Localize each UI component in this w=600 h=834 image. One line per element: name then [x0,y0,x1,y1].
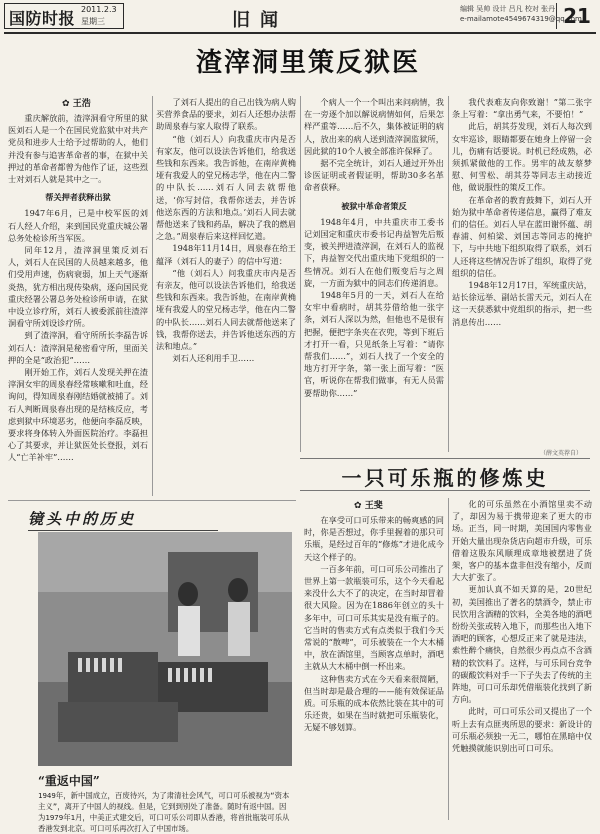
section-title: 旧闻 [232,10,288,31]
article1-credit: （薛文英荐自） [540,450,583,457]
article2-paragraph: 此时，可口可乐公司又提出了一个听上去有点匪夷所思的要求：新设计的可乐瓶必须独一无二，哪怕在黑暗中仅凭触摸就能识别出可口可乐。 [452,706,592,754]
article1-column-2 [156,96,296,496]
article2-column-1 [304,514,444,820]
article1-paragraph: 在革命者的教育鼓舞下，刘石人开始为狱中革命者传递信息，赢得了难友们的信任。刘石人早在蓝田谢怀蕴、胡春浦、何柏梁、刘国志等同志的掩护下，与中共地下组织取得了联系，刘石人还将这些情况告诉了组织，取得了党组织的信任。 [452,194,592,278]
issue-date: 2011.2.3 [81,5,117,14]
article1-paragraph: 1947年6月，已是中校军医的刘石人经人介绍，来到国民党重庆城公署总务处检诊所当军医。 [8,208,148,243]
article1-column-3 [304,96,444,452]
column-divider [300,96,301,452]
article1-paragraph: 刚开始工作，刘石人发现关押在渣滓洞女牢的周泉春经常咳嗽和吐血，经询问，得知周泉春刚结婚就被捕了。刘石人判断周泉春出现的是结核反应，考虑到狱中环境恶劣，他便向李磊反映，要求将身体转入外面医院治疗。李磊担心了其要求，并让狱医处长登报，刘石人“亡羊补牢”…… [8,367,148,463]
headline2-bottom-rule [300,490,590,491]
column-divider [152,96,153,496]
second-headline: 一只可乐瓶的修炼史 [341,466,549,490]
article1-paragraph: 同年12月，渣滓洞里策反刘石人，刘石人在民国的人员越来越多，他们受用声速，伤病衰弱，加上天气逐渐炎热，犹方相出现传染病，逐向国民党重庆经署公署总务处检诊所申请，在狱中设立诊疗所，刘石人被委派前往渣滓洞看守所刘设诊疗所。 [8,245,148,329]
article1-byline: ✿ 王浩 [62,96,91,109]
article1-column-4 [452,96,592,442]
photo-caption-title: “重返中国” [38,774,100,788]
article2-paragraph: 更加认真不如天算的是，20世纪初，美国推出了著名的禁酒令，禁止市民饮用含酒精的饮料，全美各地的酒吧纷纷关张或转入地下，而那些出入地下酒吧的顾客，心想反正来了就是违法，索性醉个痛快，自然很少再点点不含酒精的软饮料了。这样，与可乐同台竞争的碳酸饮料对手一下子失去了传统的主阵地，可口可乐却凭借瓶装化找到了新方向。 [452,584,592,705]
article1-paragraph: 刘石人还利用手卫…… [172,353,255,364]
article1-paragraph: 此后，胡其芬发现，刘石人每次到女牢巡诊，眼睛都要在她身上停留一会儿，伤痛有话要说。时机已经成熟，必须抓紧做他的工作。男牢的战友蔡梦慰、何雪松、胡其芬等同志主动接近他，做说服性的策反工作。 [452,121,592,193]
article1-paragraph: 个病人一个一个叫出来问病情，我在一旁逐个加以解说病情如何，后果怎样严重等……后不久，集体被证明的病人，放出来的病人送到渣滓洞监狱所，因此狱的10个人被全部准许保释了。 [304,97,444,156]
masthead-name: 国防时报 [9,9,76,28]
column-divider [448,96,449,452]
photo-caption: 1949年，新中国成立，百废待兴，为了肃清社会风气，可口可乐被视为“资本主义”，离开了中国人的视线。但是，它到到别处了准备。随时有返中国。因为1979年1月，中美正式建交后，可口可乐公司即从香港，将首批瓶装可乐从香港发到北京。可口可乐再次打入了中国市场。 [38,791,290,833]
article1-paragraph: “他（刘石人）问我重庆市内是否有亲友，他可以设法告诉他们，给我送些钱和东西来。我告诉他，在南岸黄桷垭有我爱人的堂兄杨志学，他在内二警的中队长……刘石人同去就帮他送来了钱，我帮你送去，并告诉他送东西的方法和地点。” [156,267,296,352]
masthead-logo [4,3,124,29]
article2-column-2 [452,498,592,820]
article1-paragraph: 1948年11月14日，周泉春在给王蕴泽（刘石人的妻子）的信中写道： [156,243,296,266]
article1-paragraph: 重庆解放前，渣滓洞看守所里的狱医刘石人是一个在国民党监狱中对共产党员和进步人士给予过帮助的人，他们并没有参与追害革命者的事，在狱中关押过的革命者都曾为他作了证，这些烈士对刘石人就是其中之一。 [8,113,148,185]
article1-paragraph: 1948年4月，中共重庆市工委书记刘国定和重庆市委书记冉益智先后叛变，被关押进渣滓洞，在刘石人的监视下，冉益智交代出重庆地下党组织的一些情况。刘石人在他们叛变后与之周旋，一方面为狱中的同志们传递消息。 [304,216,444,288]
feature-title-underline [28,530,218,531]
historical-photo [38,532,292,766]
article1-subheading-2: 被狱中革命者策反 [341,200,407,211]
header-divider [4,32,596,34]
column-divider [448,498,449,820]
photo-illustration [38,532,292,766]
article1-paragraph: 到了渣滓洞，看守所所长李磊告诉刘石人：渣滓洞是秘密看守所，里面关押的全是“政治犯”…… [8,330,148,365]
page-number: 21 [556,3,597,29]
article1-paragraph: 据不完全统计，刘石人通过开外出诊医证明或者假证明，帮助30多名革命者获释。 [304,158,444,193]
article1-paragraph: “他（刘石人）向我重庆市内是否有家友，他可以设法告诉他们，给我送些钱和东西来。我告诉他，在南岸黄桷垭有我爱人的堂兄杨志学，他在内二警的中队长……刘石人同去就帮他送，‘你写封信，我帮你送去，并告诉他送东西的方法和地点。’刘石人同去就帮他送来了钱和药品，解决了我的燃眉之急。”周泉春后来这样回忆道。 [156,133,296,242]
page-header [0,0,600,32]
article1-column-1 [8,112,148,494]
feature-top-rule [8,500,296,501]
article2-paragraph: 这种售卖方式在今天看来很简陋，但当时却是最合理的——能有效保证品质。可乐瓶的成本依然比装在其中的可乐还贵，如果在当时就把可乐瓶装化，无疑不够划算。 [304,673,444,733]
article1-paragraph: 了刘石人提出的自己出钱为病人购买营养食品的要求，刘石人还想办法帮助周泉春与家人取得了联系。 [156,97,296,132]
article2-byline: ✿ 王斐 [354,498,383,511]
article2-paragraph: 化的可乐虽然在小酒馆里卖不动了，却因为易于携带迎来了更大的市场。正当，同一时期，美国国内零售业开始大量出现杂货店向超市升级，可乐借着这股东风顺理成章地被摆进了货架，客户的基本盘非但没有缩小，反而大大扩张了。 [452,499,592,583]
article1-paragraph: 1948年5月的一天，刘石人在给女牢中看病时，胡其芬借给他一张字条，刘石人深以为然，但他也不是很有把握，便把字条夹在衣兜，等到下班后才打开一看，只见纸条上写着：“请你帮我们……”，刘石人找了一个安全的地方打开字条，第一张上面写着：“医官，听说你在帮我们做事，有无人员需要帮助你……” [304,290,444,398]
article1-paragraph: 1948年12月17日，军统重庆站，站长徐远举、副站长雷天元，刘石人在这一天获悉狱中党组织的指示，把一些消息传出…… [452,280,592,327]
article2-paragraph: 在享受可口可乐带来的畅爽感的同时，你是否想过，你手里握着的那只可乐瓶，是经过百年的“修炼”才进化成今天这个样子的。 [304,515,444,562]
article1-subheading-1: 帮关押者获释出狱 [45,192,111,203]
article1-paragraph: 我代表难友向你致谢！”第二张字条上写着：“拿出勇气来，不要怕！” [452,97,592,120]
main-headline: 渣滓洞里策反狱医 [195,48,420,78]
issue-weekday: 星期三 [81,17,105,26]
feature-title: 镜头中的历史 [28,510,137,528]
headline2-top-rule [300,458,590,459]
contact-email: e-mailamote4549674319@qq.com [460,15,582,23]
article2-paragraph: 一百多年前，可口可乐公司推出了世界上第一款瓶装可乐，这个今天看起来没什么大不了的决定，在当时却冒着很大风险。因为在1886年创立的头十多年中，可口可乐其实是没有瓶子的。它当时的售卖方式有点类似于我们今天常说的“散啤”，可乐被装在一个大木桶中，放在酒馆里，当顾客点单时，酒吧主就从大木桶中倒一杯出来。 [304,563,444,672]
editor-credits: 编辑 吴帅 设计 吕凡 校对 张丹 [460,5,556,13]
